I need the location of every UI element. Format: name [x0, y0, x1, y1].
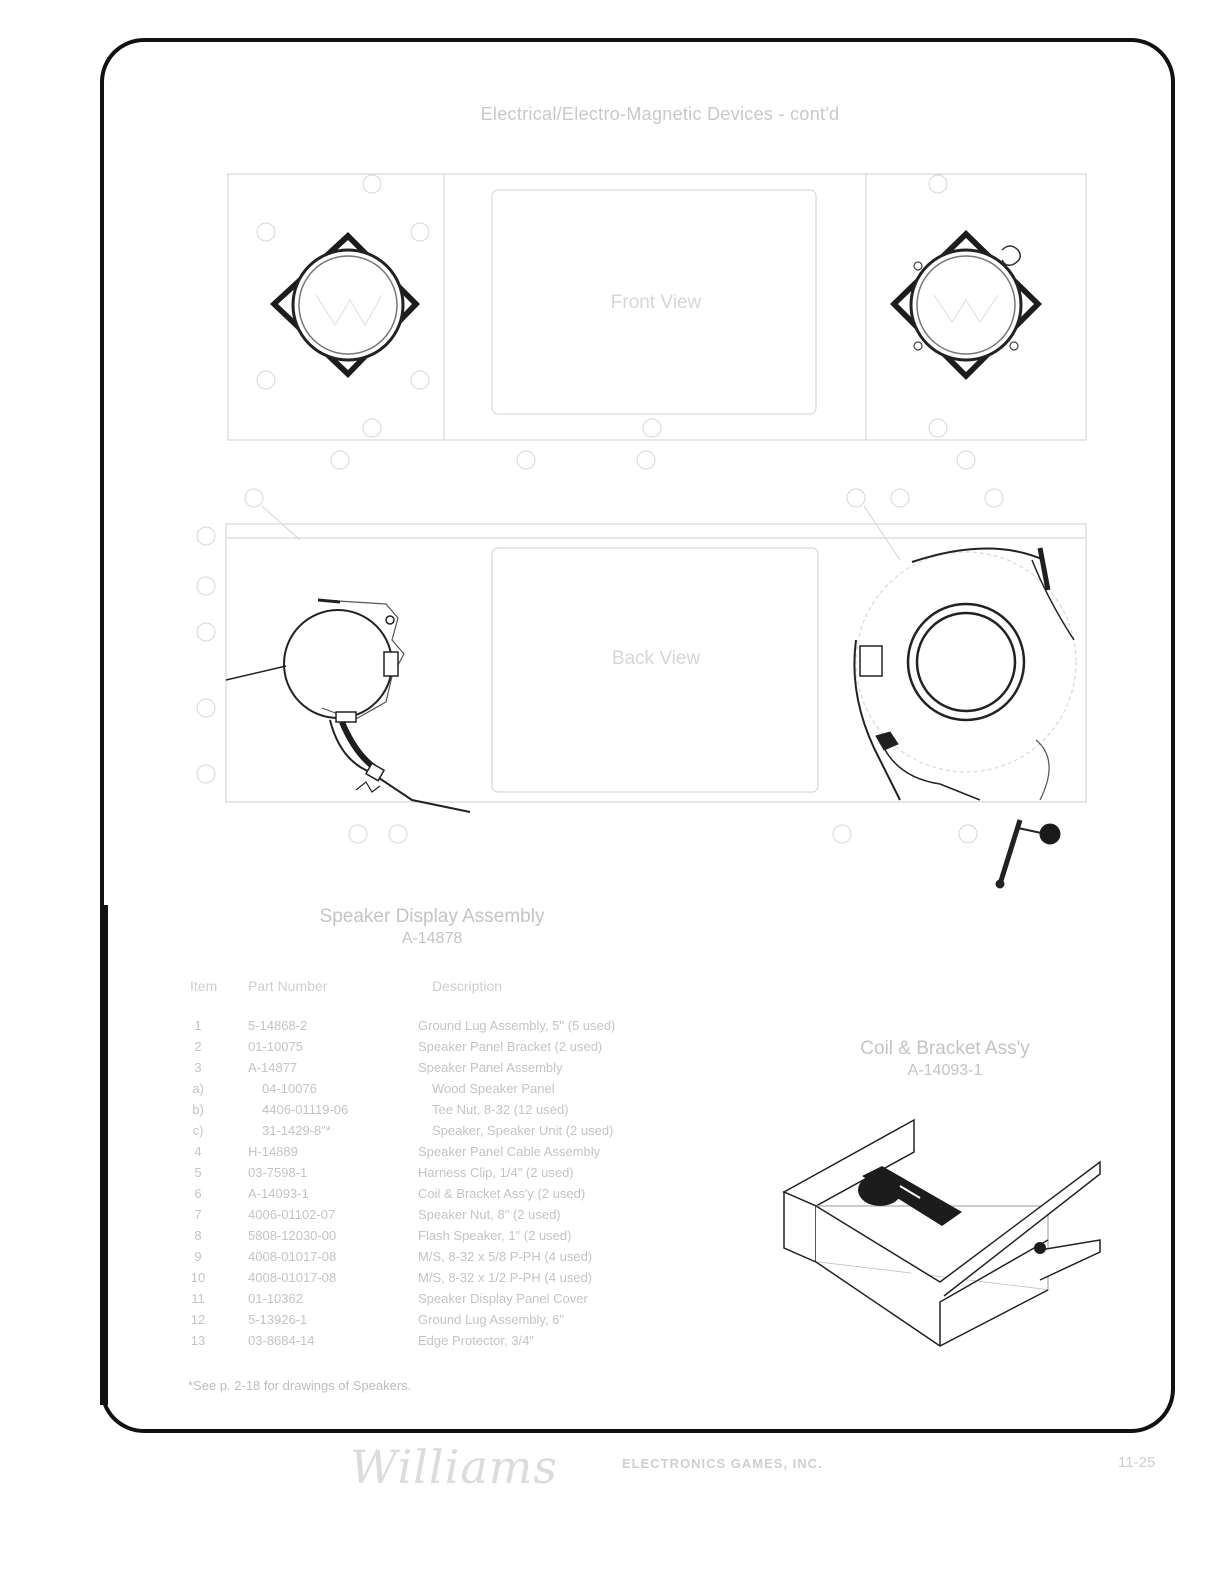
- parts-part-number: A-14093-1: [248, 1186, 309, 1201]
- parts-description: Speaker, Speaker Unit (2 used): [432, 1123, 614, 1138]
- speaker-assembly-number: A-14878: [401, 930, 463, 947]
- parts-description: Edge Protector, 3/4": [418, 1333, 534, 1348]
- parts-item: b): [192, 1102, 204, 1117]
- parts-header-part: Part Number: [248, 978, 328, 994]
- parts-item: 10: [190, 1270, 206, 1285]
- parts-part-number: 5808-12030-00: [248, 1228, 337, 1243]
- parts-item: 9: [194, 1249, 202, 1264]
- parts-row: [182, 1018, 702, 1039]
- coil-assembly-number: A-14093-1: [907, 1062, 983, 1079]
- parts-part-number: 4008-01017-08: [248, 1249, 337, 1264]
- parts-item: 5: [194, 1165, 202, 1180]
- parts-part-number: 4008-01017-08: [248, 1270, 337, 1285]
- parts-part-number: 5-14868-2: [248, 1018, 308, 1033]
- parts-description: Speaker Nut, 8" (2 used): [418, 1207, 561, 1222]
- back-right-speaker: [854, 548, 1076, 800]
- parts-description: Harness Clip, 1/4" (2 used): [418, 1165, 574, 1180]
- parts-row: [182, 1291, 702, 1312]
- parts-row: [182, 1102, 702, 1123]
- parts-item: c): [192, 1123, 204, 1138]
- parts-row: [182, 1270, 702, 1291]
- ground-lug-detail: [996, 820, 1060, 888]
- parts-row: [182, 1039, 702, 1060]
- parts-item: 4: [194, 1144, 202, 1159]
- company-name: ELECTRONICS GAMES, INC.: [622, 1456, 823, 1471]
- parts-part-number: 04-10076: [262, 1081, 317, 1096]
- parts-description: Ground Lug Assembly, 6": [418, 1312, 565, 1327]
- front-view-label: Front View: [610, 292, 702, 313]
- front-right-speaker: [890, 230, 1042, 380]
- parts-header-item: Item: [190, 978, 218, 994]
- parts-part-number: 4406-01119-06: [262, 1102, 349, 1117]
- parts-part-number: 01-10362: [248, 1291, 303, 1306]
- parts-header-desc: Description: [432, 978, 503, 994]
- front-left-speaker: [270, 232, 420, 378]
- parts-part-number: 5-13926-1: [248, 1312, 308, 1327]
- parts-description: M/S, 8-32 x 1/2 P-PH (4 used): [418, 1270, 593, 1285]
- parts-part-number: 01-10075: [248, 1039, 303, 1054]
- parts-row: [182, 1228, 702, 1249]
- parts-item: 7: [194, 1207, 202, 1222]
- coil-assembly-name: Coil & Bracket Ass'y: [860, 1038, 1030, 1059]
- back-view-label: Back View: [611, 648, 701, 669]
- parts-part-number: 03-7598-1: [248, 1165, 308, 1180]
- footnote: *See p. 2-18 for drawings of Speakers.: [188, 1378, 412, 1393]
- parts-item: 1: [194, 1018, 202, 1033]
- page-title: Electrical/Electro-Magnetic Devices - cont'd: [480, 104, 840, 124]
- parts-item: 13: [190, 1333, 206, 1348]
- speaker-assembly-name: Speaker Display Assembly: [319, 906, 545, 927]
- parts-part-number: 03-8684-14: [248, 1333, 315, 1348]
- parts-row: [182, 1207, 702, 1228]
- parts-row: [182, 1144, 702, 1165]
- parts-row: [182, 1081, 702, 1102]
- parts-list: [182, 1018, 702, 1354]
- parts-row: [182, 1123, 702, 1144]
- parts-part-number: H-14889: [248, 1144, 298, 1159]
- parts-item: 2: [194, 1039, 202, 1054]
- parts-description: M/S, 8-32 x 5/8 P-PH (4 used): [418, 1249, 593, 1264]
- parts-row: [182, 1060, 702, 1081]
- parts-row: [182, 1333, 702, 1354]
- parts-item: 3: [194, 1060, 202, 1075]
- parts-item: 6: [194, 1186, 202, 1201]
- parts-item: 11: [191, 1291, 205, 1306]
- williams-logo: Williams: [350, 1440, 558, 1494]
- parts-description: Speaker Panel Bracket (2 used): [418, 1039, 603, 1054]
- coil-bracket-drawing: [784, 1120, 1100, 1346]
- parts-part-number: 4006-01102-07: [248, 1207, 336, 1222]
- parts-row: [182, 1186, 702, 1207]
- coil-assembly-heading: [820, 1038, 1070, 1080]
- parts-part-number: 31-1429-8"*: [262, 1123, 331, 1138]
- parts-description: Speaker Panel Cable Assembly: [418, 1144, 601, 1159]
- parts-description: Tee Nut, 8-32 (12 used): [432, 1102, 569, 1117]
- parts-item: 12: [190, 1312, 206, 1327]
- parts-description: Speaker Panel Assembly: [418, 1060, 563, 1075]
- parts-item: a): [192, 1081, 204, 1096]
- parts-description: Wood Speaker Panel: [432, 1081, 555, 1096]
- parts-row: [182, 1312, 702, 1333]
- speaker-assembly-heading: [290, 906, 574, 948]
- parts-row: [182, 1165, 702, 1186]
- parts-item: 8: [194, 1228, 202, 1243]
- parts-description: Flash Speaker, 1" (2 used): [418, 1228, 572, 1243]
- back-left-speaker: [226, 600, 470, 812]
- parts-description: Coil & Bracket Ass'y (2 used): [418, 1186, 586, 1201]
- parts-description: Ground Lug Assembly, 5" (5 used): [418, 1018, 616, 1033]
- parts-description: Speaker Display Panel Cover: [418, 1291, 588, 1306]
- parts-part-number: A-14877: [248, 1060, 298, 1075]
- parts-row: [182, 1249, 702, 1270]
- page-number: 11-25: [1118, 1454, 1156, 1471]
